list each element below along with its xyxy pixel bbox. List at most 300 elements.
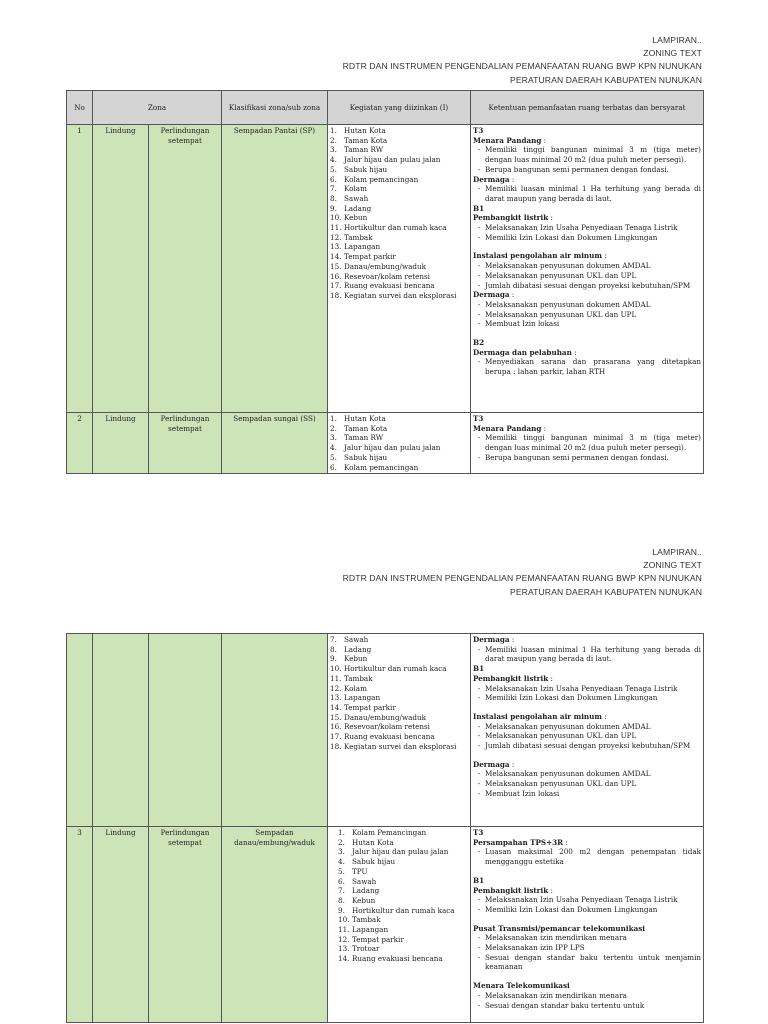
item-text: Ruang evakuasi bencana <box>344 732 435 742</box>
item-number: 7. <box>338 886 345 896</box>
header-rdtr: RDTR DAN INSTRUMEN PENGENDALIAN PEMANFAATAN RUANG BWP KPN NUNUKAN <box>342 573 702 584</box>
list-item <box>330 443 468 453</box>
item-text: Hortikultur dan rumah kaca <box>344 223 447 233</box>
item-text: Danau/embung/waduk <box>344 712 426 722</box>
zoning-table <box>66 90 704 474</box>
item-number: 14. <box>330 252 342 262</box>
bullet-item <box>473 847 701 866</box>
item-number: 17. <box>330 732 342 742</box>
col-ketentuan: Ketentuan pemanfaatan ruang terbatas dan bersyarat <box>471 91 704 125</box>
bullet-text: Melaksanakan penyusunan dokumen AMDAL <box>485 721 651 731</box>
bullet-item <box>473 453 701 463</box>
list-item <box>330 165 468 175</box>
item-text: Kolam <box>344 184 367 194</box>
header-lampiran: LAMPIRAN.. <box>652 35 702 45</box>
dash-bullet-icon: - <box>477 145 481 155</box>
item-number: 3. <box>330 433 337 443</box>
row-kegiatan <box>328 634 471 827</box>
dash-bullet-icon: - <box>477 895 481 905</box>
dash-bullet-icon: - <box>477 990 481 1000</box>
item-number: 7. <box>330 635 337 644</box>
bullet-text: Memiliki Izin Lokasi dan Dokumen Lingkungan <box>485 904 658 914</box>
row-zona: Lindung <box>93 827 149 1023</box>
list-item <box>330 645 468 655</box>
dash-bullet-icon: - <box>477 1000 481 1010</box>
row-ketentuan: T3 Persampahan TPS+3R : - Luasan maksimal 200 m2 dengan penempatan tidak mengganggu estetika B1 Pembangkit listrik : - Melaksanakan Izin Usaha Penyediaan Tenaga Listrik - Memiliki Izin Lokasi dan Dokumen Lingkungan Pusat Transmisi/pemancar telekomunikasi - Melaksanakan izin mendirikan menara - Melaksanakan izin IPP LPS - Sesuai dengan standar baku tertentu untuk menjamin keamanan Menara Telekomunikasi - Melaksanakan izin mendirikan menara - Sesuai dengan standar baku tertentu untuk <box>471 827 704 1023</box>
item-text: Tambak <box>344 232 373 242</box>
item-text: Sabuk hijau <box>344 164 388 174</box>
dash-bullet-icon: - <box>477 943 481 953</box>
bullet-text: Melaksanakan izin mendirikan menara <box>485 990 627 1000</box>
bullet-item <box>473 271 701 281</box>
list-item <box>330 252 468 262</box>
row-kegiatan <box>328 125 471 413</box>
row-kegiatan <box>328 413 471 474</box>
bullet-item <box>473 281 701 291</box>
item-number: 17. <box>330 281 342 291</box>
item-text: Sawah <box>344 193 369 203</box>
list-item <box>338 886 468 896</box>
item-number: 5. <box>330 452 337 462</box>
bullet-item <box>473 145 701 164</box>
dermaga2-heading: Dermaga <box>473 759 510 769</box>
item-text: Kolam pemancingan <box>344 174 419 184</box>
bullet-text: Membuat Izin lokasi <box>485 319 560 329</box>
row-no: 2 <box>67 413 93 474</box>
item-number: 10. <box>338 915 350 925</box>
bullet-text: Jumlah dibatasi sesuai dengan proyeksi kebutuhan/SPM <box>485 280 691 290</box>
row-ketentuan: T3 Menara Pandang : - Memiliki tinggi bangunan minimal 3 m (tiga meter) dengan luas minimal 20 m2 (dua puluh meter persegi). - Berupa bangunan semi permanen dengan fondasi. <box>471 413 704 474</box>
col-no: No <box>67 91 93 125</box>
dash-bullet-icon: - <box>477 952 481 962</box>
dermaga2-list <box>473 300 701 329</box>
bullet-item <box>473 684 701 694</box>
menara-heading: Menara Pandang <box>473 135 542 145</box>
list-item <box>338 906 468 916</box>
bullet-text: Memiliki luasan minimal 1 Ha terhitung yang berada di darat maupun yang berada di laut. <box>485 184 701 203</box>
item-text: Jalur hijau dan pulau jalan <box>352 847 449 857</box>
item-text: Hutan Kota <box>344 126 386 135</box>
item-text: Kebun <box>344 654 368 664</box>
list-item <box>338 867 468 877</box>
item-number: 9. <box>330 203 337 213</box>
code-t3: T3 <box>473 414 484 423</box>
dash-bullet-icon: - <box>477 731 481 741</box>
pelabuhan-list <box>473 357 701 376</box>
zoning-table <box>66 633 704 1023</box>
bullet-item <box>473 905 701 915</box>
dash-bullet-icon: - <box>477 319 481 329</box>
dash-bullet-icon: - <box>477 741 481 751</box>
kegiatan-list <box>330 828 468 964</box>
row-ketentuan: Dermaga : - Memiliki luasan minimal 1 Ha terhitung yang berada di darat maupun yang berada di laut. B1 Pembangkit listrik : - Melaksanakan Izin Usaha Penyediaan Tenaga Listrik - Memiliki Izin Lokasi dan Dokumen Lingkungan Instalasi pengolahan air minum : - Melaksanakan penyusunan dokumen AMDAL - Melaksanakan penyusunan UKL dan UPL - Jumlah dibatasi sesuai dengan proyeksi kebutuhan/SPM Dermaga : - Melaksanakan penyusunan dokumen AMDAL - Melaksanakan penyusunan UKL dan UPL - Membuat Izin lokasi <box>471 634 704 827</box>
col-kegiatan: Kegiatan yang diizinkan (I) <box>328 91 471 125</box>
item-number: 8. <box>338 895 345 905</box>
bullet-text: Melaksanakan Izin Usaha Penyediaan Tenaga Listrik <box>485 683 678 693</box>
bullet-text: Sesuai dengan standar baku tertentu untuk <box>485 1000 645 1010</box>
kegiatan-list <box>330 635 468 751</box>
list-item <box>330 742 468 752</box>
list-item <box>338 925 468 935</box>
table-row <box>67 413 704 474</box>
bullet-text: Melaksanakan penyusunan dokumen AMDAL <box>485 769 651 779</box>
air-list <box>473 722 701 751</box>
bullet-text: Melaksanakan Izin Usaha Penyediaan Tenaga Listrik <box>485 223 678 233</box>
list-item <box>330 424 468 434</box>
list-item <box>330 262 468 272</box>
list-item <box>338 954 468 964</box>
dash-bullet-icon: - <box>477 721 481 731</box>
dash-bullet-icon: - <box>477 223 481 233</box>
row-sub-zona: Perlindungan setempat <box>149 827 222 1023</box>
list-item <box>330 272 468 282</box>
list-item <box>330 126 468 136</box>
bullet-text: Memiliki tinggi bangunan minimal 3 m (tiga meter) dengan luas minimal 20 m2 (dua puluh meter persegi). <box>485 145 701 165</box>
menara-list <box>473 433 701 462</box>
item-number: 6. <box>330 174 337 184</box>
item-number: 16. <box>330 271 342 281</box>
bullet-text: Melaksanakan penyusunan UKL dan UPL <box>485 779 637 789</box>
item-number: 11. <box>338 925 350 935</box>
dash-bullet-icon: - <box>477 232 481 242</box>
dash-bullet-icon: - <box>477 933 481 943</box>
dermaga-list <box>473 184 701 203</box>
bullet-item <box>473 789 701 799</box>
header-perda: PERATURAN DAERAH KABUPATEN NUNUKAN <box>509 586 702 597</box>
menara-heading: Menara Pandang <box>473 423 542 433</box>
pusat-heading: Pusat Transmisi/pemancar telekomunikasi <box>473 923 646 933</box>
dash-bullet-icon: - <box>477 164 481 174</box>
dash-bullet-icon: - <box>477 299 481 309</box>
air-heading: Instalasi pengolahan air minum <box>473 251 602 261</box>
document-page-2 <box>0 512 768 1024</box>
item-number: 13. <box>330 242 342 252</box>
item-text: Taman RW <box>344 145 384 155</box>
item-number: 3. <box>330 145 337 155</box>
list-item <box>330 722 468 732</box>
row-klasifikasi: Sempadan sungai (SS) <box>222 413 328 474</box>
item-text: Kegiatan survei dan eksplorasi <box>344 741 457 751</box>
bullet-text: Melaksanakan penyusunan UKL dan UPL <box>485 731 637 741</box>
list-item <box>330 281 468 291</box>
item-number: 12. <box>330 683 342 693</box>
list-item <box>330 664 468 674</box>
item-number: 14. <box>330 702 342 712</box>
bullet-item <box>473 693 701 703</box>
item-text: Ladang <box>344 644 372 654</box>
item-text: Hutan Kota <box>352 837 394 847</box>
bullet-item <box>473 943 701 953</box>
item-text: Kebun <box>352 895 376 905</box>
listrik-list <box>473 895 701 914</box>
dash-bullet-icon: - <box>477 779 481 789</box>
list-item <box>330 155 468 165</box>
bullet-item <box>473 357 701 376</box>
bullet-item <box>473 779 701 789</box>
item-text: Ladang <box>352 886 380 896</box>
code-b1: B1 <box>473 664 485 674</box>
bullet-text: Melaksanakan izin mendirikan menara <box>485 933 627 943</box>
row-zona: Lindung <box>93 413 149 474</box>
col-zona: Zona <box>93 91 222 125</box>
item-text: Sabuk hijau <box>344 452 388 462</box>
dash-bullet-icon: - <box>477 904 481 914</box>
listrik-list <box>473 684 701 703</box>
item-number: 4. <box>330 443 337 453</box>
item-text: Taman Kota <box>344 423 388 433</box>
item-text: Tempat parkir <box>344 702 396 712</box>
item-number: 2. <box>330 135 337 145</box>
item-number: 12. <box>338 934 350 944</box>
dash-bullet-icon: - <box>477 280 481 290</box>
list-item <box>330 453 468 463</box>
code-b1: B1 <box>473 203 485 213</box>
dash-bullet-icon: - <box>477 270 481 280</box>
item-text: Tempat parkir <box>344 252 396 262</box>
item-number: 4. <box>330 155 337 165</box>
item-text: TPU <box>352 866 368 876</box>
dash-bullet-icon: - <box>477 452 481 462</box>
menara-list <box>473 145 701 174</box>
dash-bullet-icon: - <box>477 261 481 271</box>
dermaga-heading: Dermaga <box>473 635 510 644</box>
list-item <box>330 684 468 694</box>
item-text: Lapangan <box>352 925 389 935</box>
item-text: Resevoar/kolam retensi <box>344 271 430 281</box>
bullet-text: Melaksanakan penyusunan UKL dan UPL <box>485 270 637 280</box>
tps-heading: Persampahan TPS+3R <box>473 837 564 847</box>
listrik-heading: Pembangkit listrik <box>473 885 549 895</box>
code-b1: B1 <box>473 875 485 885</box>
bullet-text: Berupa bangunan semi permanen dengan fondasi. <box>485 164 669 174</box>
bullet-text: Membuat Izin lokasi <box>485 788 560 798</box>
bullet-item <box>473 1001 701 1011</box>
header-zoning-text: ZONING TEXT <box>643 560 702 571</box>
item-number: 14. <box>338 954 350 964</box>
row-sub-zona: Perlindungan setempat <box>149 125 222 413</box>
table-row <box>67 827 704 1023</box>
item-number: 15. <box>330 712 342 722</box>
bullet-item <box>473 933 701 943</box>
item-number: 16. <box>330 722 342 732</box>
dash-bullet-icon: - <box>477 357 481 367</box>
dermaga2-heading: Dermaga <box>473 290 510 300</box>
bullet-item <box>473 300 701 310</box>
item-text: Ruang evakuasi bencana <box>352 954 443 964</box>
item-text: Sawah <box>352 876 377 886</box>
list-item <box>330 635 468 645</box>
row-klasifikasi: Sempadan Pantai (SP) <box>222 125 328 413</box>
item-text: Kolam Pemancingan <box>352 828 427 837</box>
air-list <box>473 261 701 290</box>
table-row <box>67 634 704 827</box>
dash-bullet-icon: - <box>477 683 481 693</box>
list-item <box>330 713 468 723</box>
pelabuhan-heading: Dermaga dan pelabuhan <box>473 347 572 357</box>
list-item <box>330 175 468 185</box>
dermaga2-list <box>473 769 701 798</box>
item-text: Lapangan <box>344 693 381 703</box>
list-item <box>330 242 468 252</box>
list-item <box>338 838 468 848</box>
dash-bullet-icon: - <box>477 769 481 779</box>
listrik-heading: Pembangkit listrik <box>473 213 549 223</box>
item-text: Tambak <box>352 915 381 925</box>
list-item <box>338 857 468 867</box>
bullet-text: Menyediakan sarana dan prasarana yang ditetapkan berupa : lahan parkir, lahan RTH <box>485 357 701 377</box>
bullet-text: Melaksanakan penyusunan UKL dan UPL <box>485 309 637 319</box>
list-item <box>330 194 468 204</box>
dermaga-heading: Dermaga <box>473 174 510 184</box>
table-row <box>67 125 704 413</box>
listrik-list <box>473 223 701 242</box>
item-number: 6. <box>338 876 345 886</box>
item-number: 9. <box>330 654 337 664</box>
item-text: Sabuk hijau <box>352 857 396 867</box>
item-number: 10. <box>330 664 342 674</box>
list-item <box>338 915 468 925</box>
item-text: Trotoar <box>352 944 380 954</box>
bullet-item <box>473 953 701 972</box>
list-item <box>330 433 468 443</box>
row-klasifikasi: Sempadan danau/embung/waduk <box>222 827 328 1023</box>
item-text: Taman RW <box>344 433 384 443</box>
row-ketentuan: T3 Menara Pandang : - Memiliki tinggi bangunan minimal 3 m (tiga meter) dengan luas minimal 20 m2 (dua puluh meter persegi). - Berupa bangunan semi permanen dengan fondasi. Dermaga : - Memiliki luasan minimal 1 Ha terhitung yang berada di darat maupun yang berada di laut. B1 Pembangkit listrik : - Melaksanakan Izin Usaha Penyediaan Tenaga Listrik - Memiliki Izin Lokasi dan Dokumen Lingkungan Instalasi pengolahan air minum : - Melaksanakan penyusunan dokumen AMDAL - Melaksanakan penyusunan UKL dan UPL - Jumlah dibatasi sesuai dengan proyeksi kebutuhan/SPM Dermaga : - Melaksanakan penyusunan dokumen AMDAL - Melaksanakan penyusunan UKL dan UPL - Membuat Izin lokasi B2 Dermaga dan pelabuhan : - Menyediakan sarana dan prasarana yang ditetapkan berupa : lahan parkir, lahan RTH <box>471 125 704 413</box>
item-text: Kolam pemancingan <box>344 462 419 472</box>
bullet-text: Memiliki Izin Lokasi dan Dokumen Lingkungan <box>485 693 658 703</box>
bullet-text: Memiliki Izin Lokasi dan Dokumen Lingkungan <box>485 232 658 242</box>
bullet-item <box>473 741 701 751</box>
page-header <box>343 546 702 599</box>
list-item <box>330 463 468 473</box>
item-number: 1. <box>330 126 337 135</box>
bullet-text: Memiliki luasan minimal 1 Ha terhitung yang berada di darat maupun yang berada di laut. <box>485 644 701 664</box>
row-no: 1 <box>67 125 93 413</box>
table-header-row <box>67 91 704 125</box>
item-number: 1. <box>330 414 337 423</box>
item-number: 1. <box>338 828 345 837</box>
list-item <box>338 847 468 857</box>
air-heading: Instalasi pengolahan air minum <box>473 711 602 721</box>
item-text: Hortikultur dan rumah kaca <box>352 905 455 915</box>
item-text: Sawah <box>344 635 369 644</box>
bullet-text: Luasan maksimal 200 m2 dengan penempatan tidak mengganggu estetika <box>485 847 701 867</box>
header-zoning-text: ZONING TEXT <box>643 48 702 59</box>
bullet-item <box>473 895 701 905</box>
item-number: 10. <box>330 213 342 223</box>
item-number: 12. <box>330 232 342 242</box>
tps-list <box>473 847 701 866</box>
item-number: 18. <box>330 290 342 300</box>
list-item <box>330 291 468 301</box>
list-item <box>338 896 468 906</box>
bullet-text: Melaksanakan penyusunan dokumen AMDAL <box>485 261 651 271</box>
item-text: Kolam <box>344 683 367 693</box>
item-number: 13. <box>338 944 350 954</box>
item-text: Ladang <box>344 203 372 213</box>
list-item <box>330 414 468 424</box>
row-zona: Lindung <box>93 125 149 413</box>
header-rdtr: RDTR DAN INSTRUMEN PENGENDALIAN PEMANFAATAN RUANG BWP KPN NUNUKAN <box>342 61 702 72</box>
bullet-text: Jumlah dibatasi sesuai dengan proyeksi kebutuhan/SPM <box>485 741 691 751</box>
item-number: 2. <box>338 837 345 847</box>
bullet-item <box>473 319 701 329</box>
item-text: Resevoar/kolam retensi <box>344 722 430 732</box>
item-text: Taman Kota <box>344 135 388 145</box>
item-text: Kegiatan survei dan eksplorasi <box>344 290 457 300</box>
bullet-text: Melaksanakan Izin Usaha Penyediaan Tenaga Listrik <box>485 895 678 905</box>
bullet-text: Memiliki tinggi bangunan minimal 3 m (tiga meter) dengan luas minimal 20 m2 (dua puluh meter persegi). <box>485 433 701 453</box>
item-text: Hortikultur dan rumah kaca <box>344 664 447 674</box>
item-number: 7. <box>330 184 337 194</box>
list-item <box>330 732 468 742</box>
bullet-item <box>473 233 701 243</box>
item-number: 11. <box>330 223 342 233</box>
item-text: Ruang evakuasi bencana <box>344 281 435 291</box>
list-item <box>330 136 468 146</box>
menara-telekom-list <box>473 991 701 1010</box>
bullet-item <box>473 991 701 1001</box>
dash-bullet-icon: - <box>477 693 481 703</box>
bullet-item <box>473 165 701 175</box>
dash-bullet-icon: - <box>477 847 481 857</box>
dash-bullet-icon: - <box>477 433 481 443</box>
code-b2: B2 <box>473 338 485 348</box>
item-number: 18. <box>330 741 342 751</box>
bullet-item <box>473 261 701 271</box>
list-item <box>330 703 468 713</box>
item-number: 11. <box>330 673 342 683</box>
list-item <box>330 145 468 155</box>
list-item <box>338 877 468 887</box>
item-number: 13. <box>330 693 342 703</box>
bullet-item <box>473 722 701 732</box>
header-perda: PERATURAN DAERAH KABUPATEN NUNUKAN <box>509 74 702 85</box>
bullet-text: Berupa bangunan semi permanen dengan fondasi. <box>485 452 669 462</box>
list-item <box>338 935 468 945</box>
dermaga-list <box>473 645 701 664</box>
menara-telekom-heading: Menara Telekomunikasi <box>473 981 570 991</box>
row-sub-zona: Perlindungan setempat <box>149 413 222 474</box>
bullet-item <box>473 310 701 320</box>
code-t3: T3 <box>473 828 484 837</box>
item-number: 5. <box>338 866 345 876</box>
list-item <box>330 693 468 703</box>
item-number: 3. <box>338 847 345 857</box>
header-lampiran: LAMPIRAN.. <box>652 547 702 557</box>
item-number: 8. <box>330 644 337 654</box>
item-text: Kebun <box>344 213 368 223</box>
page-header <box>343 34 702 87</box>
col-klasifikasi: Klasifikasi zona/sub zona <box>222 91 328 125</box>
bullet-item <box>473 223 701 233</box>
bullet-item <box>473 769 701 779</box>
item-text: Jalur hijau dan pulau jalan <box>344 443 441 453</box>
pusat-list <box>473 933 701 972</box>
list-item <box>338 944 468 954</box>
item-number: 15. <box>330 261 342 271</box>
code-t3: T3 <box>473 126 484 135</box>
bullet-item <box>473 731 701 741</box>
item-number: 6. <box>330 462 337 472</box>
item-text: Jalur hijau dan pulau jalan <box>344 155 441 165</box>
bullet-item <box>473 184 701 203</box>
item-number: 2. <box>330 423 337 433</box>
item-text: Tambak <box>344 673 373 683</box>
item-number: 4. <box>338 857 345 867</box>
listrik-heading: Pembangkit listrik <box>473 673 549 683</box>
list-item <box>330 654 468 664</box>
